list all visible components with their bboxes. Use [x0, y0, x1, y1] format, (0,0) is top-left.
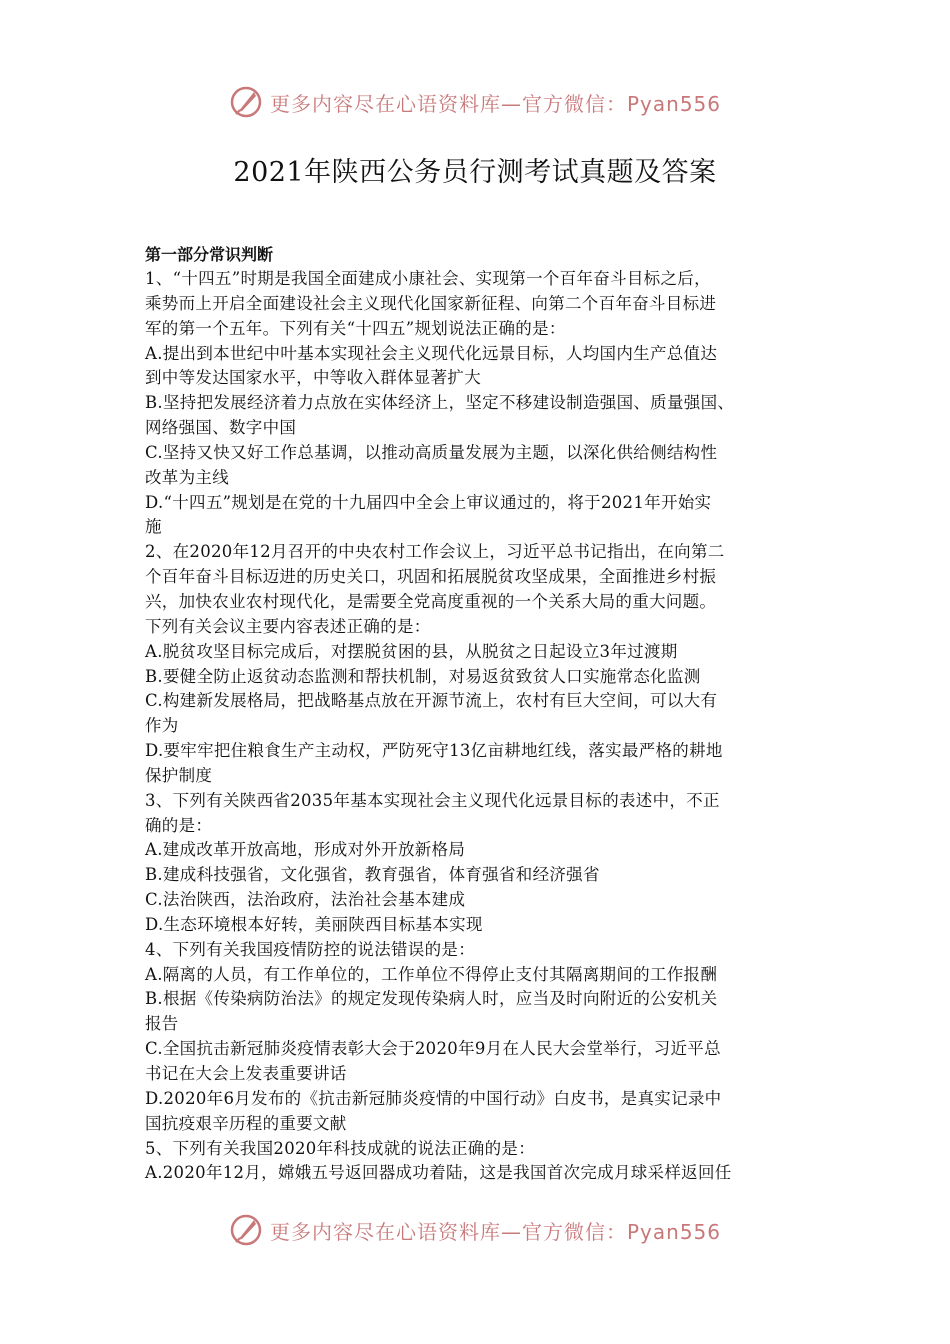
watermark-banner-top — [228, 82, 748, 122]
text-line: A.隔离的人员，有工作单位的，工作单位不得停止支付其隔离期间的工作报酬 — [145, 964, 718, 984]
text-line: 网络强国、数字中国 — [145, 418, 297, 438]
text-line: 兴，加快农业农村现代化，是需要全党高度重视的一个关系大局的重大问题。 — [145, 591, 717, 611]
text-line: D.要牢牢把住粮食生产主动权，严防死守13亿亩耕地红线，落实最严格的耕地 — [145, 741, 723, 761]
text-line: 作为 — [145, 716, 179, 736]
quill-logo-icon — [228, 84, 264, 120]
watermark-banner-bottom — [228, 1210, 748, 1250]
watermark-text: 更多内容尽在心语资料库—官方微信：Pyan556 — [270, 91, 722, 116]
text-line: 1、“十四五”时期是我国全面建成小康社会、实现第一个百年奋斗目标之后， — [145, 269, 711, 288]
text-line: 保护制度 — [145, 765, 213, 785]
text-line: B.坚持把发展经济着力点放在实体经济上，坚定不移建设制造强国、质量强国、 — [145, 393, 735, 413]
text-line: 报告 — [145, 1014, 179, 1034]
text-line: A.脱贫攻坚目标完成后，对摆脱贫困的县，从脱贫之日起设立3年过渡期 — [145, 641, 678, 661]
text-line: 4、下列有关我国疫情防控的说法错误的是： — [145, 939, 475, 959]
text-line: 国抗疫艰辛历程的重要文献 — [145, 1113, 347, 1133]
text-line: C.坚持又快又好工作总基调，以推动高质量发展为主题，以深化供给侧结构性 — [145, 442, 718, 462]
page-title: 2021年陕西公务员行测考试真题及答案 — [233, 157, 717, 188]
text-line: B.要健全防止返贫动态监测和帮扶机制，对易返贫致贫人口实施常态化监测 — [145, 666, 701, 686]
text-line: D.生态环境根本好转，美丽陕西目标基本实现 — [145, 914, 483, 934]
text-line: 到中等发达国家水平，中等收入群体显著扩大 — [145, 368, 481, 388]
text-line: B.根据《传染病防治法》的规定发现传染病人时，应当及时向附近的公安机关 — [145, 989, 718, 1009]
text-line: A.提出到本世纪中叶基本实现社会主义现代化远景目标，人均国内生产总值达 — [145, 343, 718, 363]
question-lines — [145, 267, 810, 1186]
section-heading: 第一部分常识判断 — [145, 245, 274, 264]
document-body — [145, 242, 810, 1186]
text-line: 军的第一个五年。下列有关“十四五”规划说法正确的是： — [145, 318, 566, 338]
text-line: 个百年奋斗目标迈进的历史关口，巩固和拓展脱贫攻坚成果，全面推进乡村振 — [145, 567, 717, 587]
text-line: 下列有关会议主要内容表述正确的是： — [145, 616, 431, 636]
text-line: 5、下列有关我国2020年科技成就的说法正确的是： — [145, 1138, 535, 1158]
text-line: 2、在2020年12月召开的中央农村工作会议上，习近平总书记指出，在向第二 — [145, 542, 725, 562]
text-line: C.构建新发展格局，把战略基点放在开源节流上，农村有巨大空间，可以大有 — [145, 691, 718, 711]
text-line: D.2020年6月发布的《抗击新冠肺炎疫情的中国行动》白皮书，是真实记录中 — [145, 1088, 722, 1108]
text-line: 乘势而上开启全面建设社会主义现代化国家新征程、向第二个百年奋斗目标进 — [145, 293, 717, 313]
text-line: 确的是： — [145, 815, 213, 835]
text-line: 改革为主线 — [145, 467, 229, 487]
text-line: C.全国抗击新冠肺炎疫情表彰大会于2020年9月在人民大会堂举行，习近平总 — [145, 1039, 721, 1059]
text-line: 施 — [145, 517, 162, 537]
text-line: A.2020年12月，嫦娥五号返回器成功着陆，这是我国首次完成月球采样返回任 — [145, 1163, 732, 1183]
text-line: B.建成科技强省，文化强省，教育强省，体育强省和经济强省 — [145, 865, 600, 885]
text-line: 书记在大会上发表重要讲话 — [145, 1064, 347, 1083]
text-line: C.法治陕西，法治政府，法治社会基本建成 — [145, 890, 466, 910]
text-line: A.建成改革开放高地，形成对外开放新格局 — [145, 840, 466, 860]
text-line: 3、下列有关陕西省2035年基本实现社会主义现代化远景目标的表述中，不正 — [145, 790, 720, 810]
quill-logo-icon — [228, 1212, 264, 1248]
watermark-text: 更多内容尽在心语资料库—官方微信：Pyan556 — [270, 1219, 722, 1244]
text-line: D.“十四五”规划是在党的十九届四中全会上审议通过的，将于2021年开始实 — [145, 492, 712, 512]
